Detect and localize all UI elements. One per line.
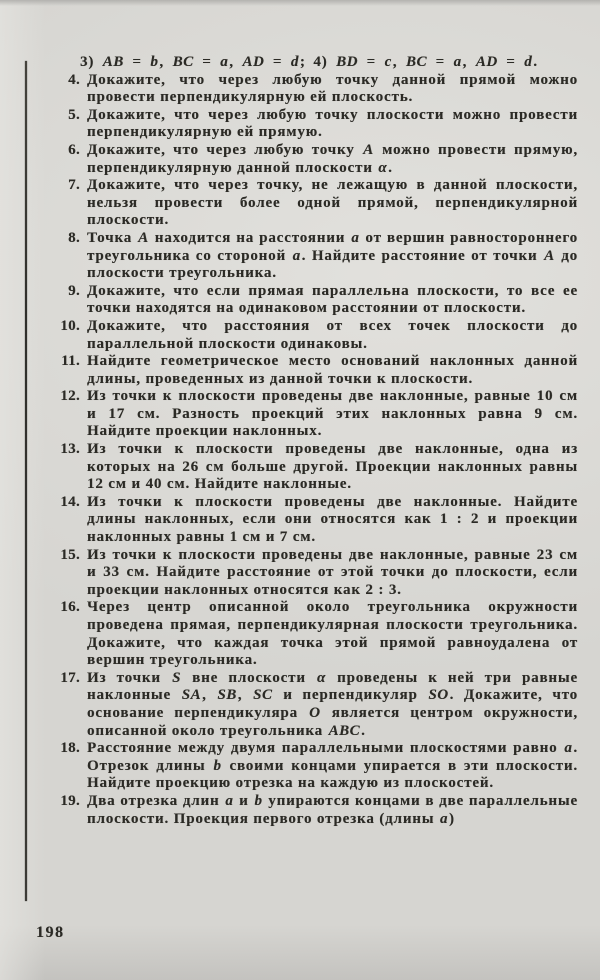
problem-number: 17.	[60, 669, 80, 686]
page-content	[0, 54, 578, 920]
problem-number: 14.	[60, 493, 80, 510]
problem-text: Из точки S вне плоскости α проведены к ней три равные наклонные SA, SB, SC и перпендикуляр SO. Докажите, что основание перпендикуляра O является центром окружности, описанной около треугольника ABC.	[87, 669, 578, 739]
problem-row	[0, 283, 578, 318]
problem-number: 15.	[60, 546, 80, 563]
problem-row	[0, 72, 578, 107]
problem-text: Докажите, что через точку, не лежащую в данной плоскости, нельзя провести более одной прямой, перпендикулярной плоскости.	[87, 177, 578, 229]
problem-text: Докажите, что через любую точку данной прямой можно провести перпендикулярную ей плоскость.	[87, 71, 578, 106]
problem-number: 13.	[60, 441, 80, 458]
problem-row	[0, 318, 578, 353]
problem-number: 10.	[60, 317, 80, 334]
problem-row	[0, 388, 578, 441]
problem-list	[0, 72, 578, 829]
problem-number: 18.	[60, 740, 80, 757]
problem-number: 12.	[60, 388, 80, 405]
intro-continuation: 3) AB = b, BC = a, AD = d; 4) BD = c, BC = a, AD = d.	[80, 54, 538, 70]
problem-text: Найдите геометрическое место оснований наклонных данной длины, проведенных из данной точки к плоскости.	[87, 353, 578, 387]
problem-row	[0, 740, 578, 793]
problem-number: 4.	[68, 71, 80, 88]
problem-row	[0, 599, 578, 669]
problem-row	[0, 107, 578, 142]
problem-number: 9.	[68, 282, 80, 299]
problem-text: Из точки к плоскости проведены две наклонные. Найдите длины наклонных, если они относятся как 1 : 2 и проекции наклонных равны 1 см и 7 см.	[87, 493, 578, 546]
problem-text: Из точки к плоскости проведены две наклонные, равные 23 см и 33 см. Найдите расстояние от этой точки до плоскости, если проекции наклонных относятся как 2 : 3.	[87, 546, 578, 598]
problem-number: 8.	[68, 229, 80, 246]
problem-text: Из точки к плоскости проведены две наклонные, равные 10 см и 17 см. Разность проекций этих наклонных равна 9 см. Найдите проекции наклонных.	[87, 388, 578, 440]
problem-row	[0, 177, 578, 230]
problem-number: 11.	[61, 353, 80, 370]
problem-row	[0, 547, 578, 600]
problem-text: Из точки к плоскости проведены две наклонные, одна из которых на 26 см больше другой. Проекции наклонных равны 12 см и 40 см. Найдите наклонные.	[87, 441, 578, 493]
problem-text: Два отрезка длин a и b упираются концами в две параллельные плоскости. Проекция первого отрезка (длины a)	[87, 792, 578, 827]
problem-row	[0, 670, 578, 740]
problem-text: Докажите, что через любую точку плоскости можно провести перпендикулярную ей прямую.	[87, 106, 578, 141]
problem-text: Докажите, что через любую точку A можно провести прямую, перпендикулярную данной плоскости α.	[87, 141, 578, 176]
problem-text: Расстояние между двумя параллельными плоскостями равно a. Отрезок длины b своими концами упирается в эти плоскости. Найдите проекцию отрезка на каждую из плоскостей.	[87, 740, 578, 792]
problem-row	[0, 441, 578, 494]
problem-row	[0, 230, 578, 283]
problem-number: 16.	[60, 599, 80, 616]
problem-row	[0, 353, 578, 388]
page-number: 198	[36, 924, 65, 941]
problem-row	[0, 142, 578, 177]
problem-number: 5.	[68, 106, 80, 123]
problem-number: 7.	[68, 177, 80, 194]
problem-text: Точка A находится на расстоянии a от вершин равностороннего треугольника со стороной a. Найдите расстояние от точки A до плоскости треугольника.	[87, 229, 578, 282]
problem-text: Докажите, что расстояния от всех точек плоскости до параллельной плоскости одинаковы.	[87, 317, 578, 352]
problem-row	[0, 494, 578, 547]
problem-number: 19.	[60, 792, 80, 809]
problem-number: 6.	[68, 141, 80, 158]
problem-text: Через центр описанной около треугольника окружности проведена прямая, перпендикулярная плоскости треугольника. Докажите, что каждая точка этой прямой равноудалена от вершин треугольника.	[87, 599, 578, 669]
problem-row	[0, 793, 578, 828]
problem-text: Докажите, что если прямая параллельна плоскости, то все ее точки находятся на одинаковом расстоянии от плоскости.	[87, 282, 578, 317]
